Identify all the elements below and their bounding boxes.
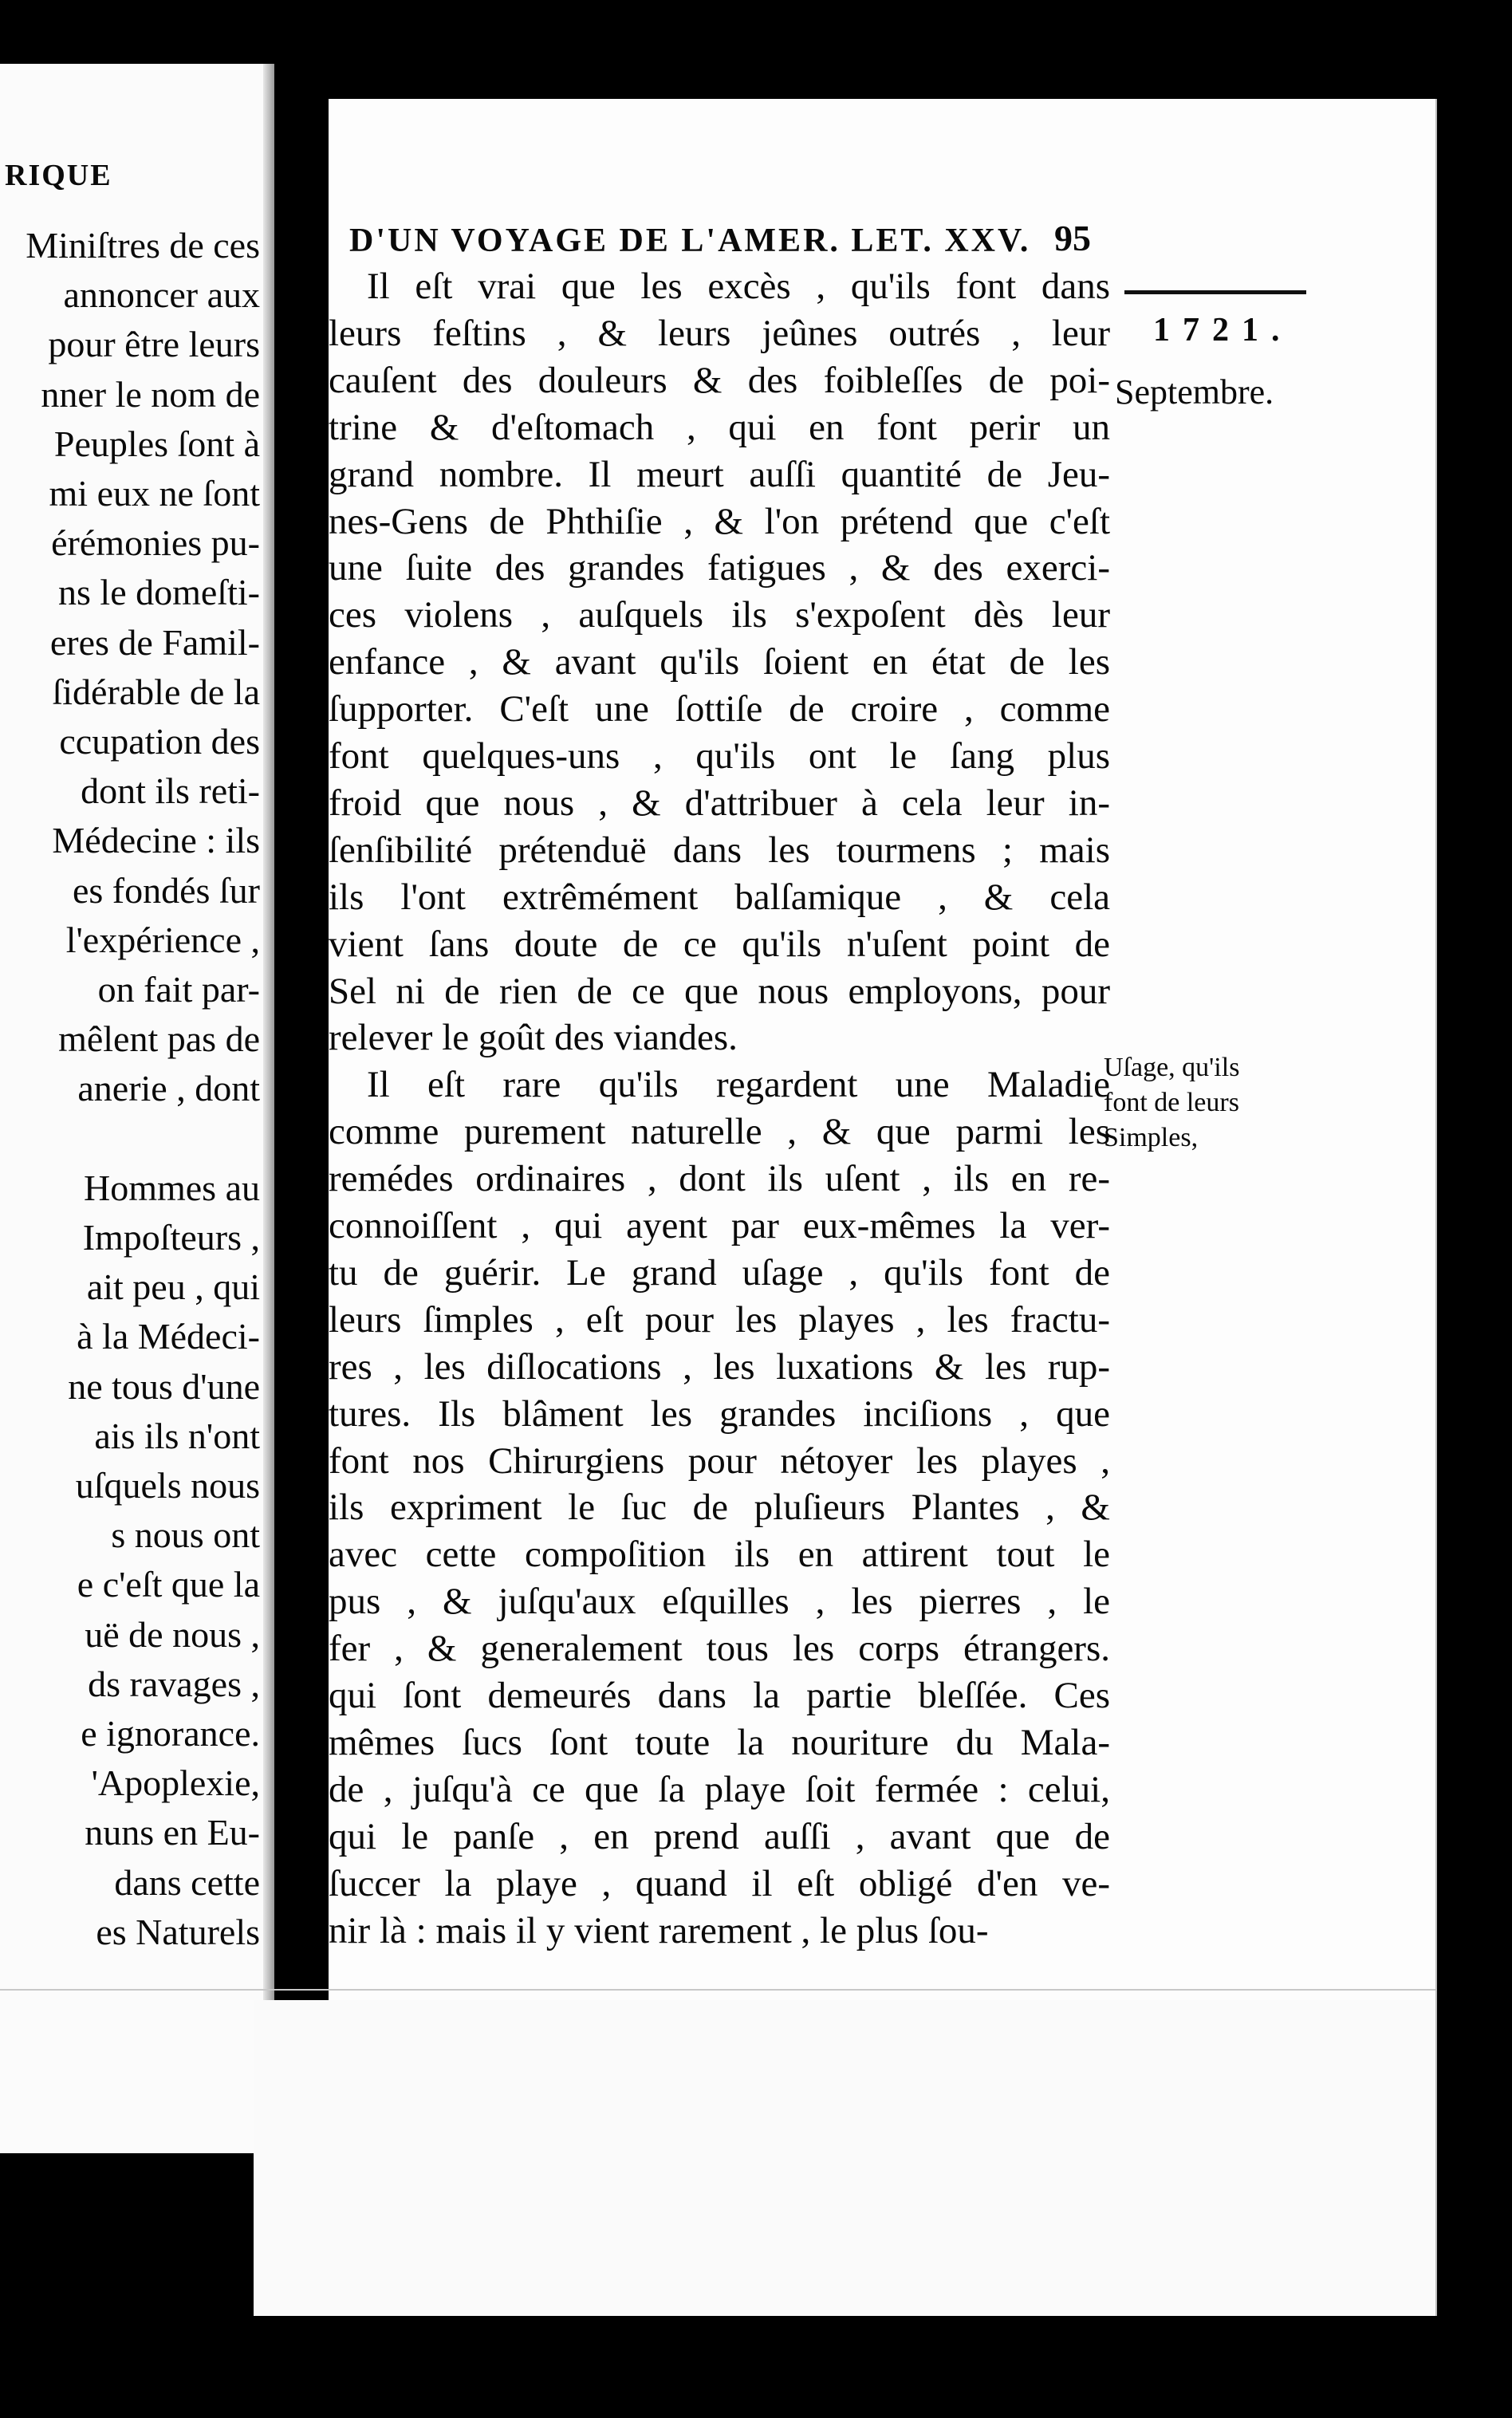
margin-month: Septembre.	[1115, 372, 1274, 412]
left-text-line: ccupation des	[59, 721, 260, 762]
left-text-line: mêlent pas de	[58, 1018, 260, 1060]
left-text-line: Miniſtres de ces	[26, 225, 260, 266]
left-text-line: Peuples ſont à	[53, 423, 260, 464]
left-text-line: ait peu , qui	[86, 1266, 260, 1308]
left-text-line: Hommes au	[83, 1167, 260, 1208]
left-text-line: uë de nous ,	[85, 1613, 260, 1655]
left-text-line: dans cette	[114, 1861, 260, 1903]
margin-note-line: font de leurs	[1104, 1088, 1239, 1117]
body-text-line: comme purement naturelle , & que parmi les	[329, 1111, 1110, 1153]
left-text-line: e c'eſt que la	[77, 1564, 260, 1605]
margin-note-line: Simples,	[1104, 1123, 1199, 1152]
left-text-line: Médecine : ils	[52, 820, 260, 861]
page-number: 95	[1054, 218, 1091, 258]
body-text-line: remédes ordinaires , dont ils uſent , ils en re-	[329, 1158, 1110, 1200]
body-text-line: trine & d'eſtomach , qui en font perir un	[329, 406, 1110, 448]
left-text-line: anerie , dont	[77, 1068, 260, 1109]
book-gutter	[263, 64, 274, 2153]
body-text-line: qui ſont demeurés dans la partie bleſſée. Ces	[329, 1675, 1110, 1716]
body-text-line: ces violens , auſquels ils s'expoſent dès leur	[329, 594, 1110, 636]
left-text-line: ds ravages ,	[88, 1663, 260, 1704]
left-text-line: ſidérable de la	[52, 671, 260, 712]
left-text-line: Impoſteurs ,	[82, 1217, 260, 1258]
left-text-line: 'Apoplexie,	[91, 1762, 260, 1804]
body-text-line: mêmes ſucs ſont toute la nouriture du Mala-	[329, 1721, 1110, 1763]
body-text-line: leurs ſimples , eſt pour les playes , les fractu-	[329, 1298, 1110, 1341]
body-text-line: ſenſibilité prétenduë dans les tourmens ; mais	[329, 829, 1110, 871]
left-text-line: mi eux ne ſont	[49, 473, 260, 514]
left-text-line: eres de Famil-	[49, 621, 260, 663]
body-text-line: ſupporter. C'eſt une ſottiſe de croire , comme	[329, 688, 1110, 731]
body-text-line: connoiſſent , qui ayent par eux-mêmes la ver-	[329, 1205, 1110, 1246]
body-text-line: ils expriment le ſuc de pluſieurs Plantes , &	[329, 1487, 1110, 1529]
running-header: D'UN VOYAGE DE L'AMER. LET. XXV.	[349, 223, 1031, 259]
body-text-line: Il eſt vrai que les excès , qu'ils font dans	[367, 266, 1110, 307]
body-text-line: de , juſqu'à ce que ſa playe ſoit fermée : celui,	[329, 1768, 1110, 1810]
body-text-line: froid que nous , & d'attribuer à cela leur in-	[329, 782, 1110, 824]
body-text-line: nes-Gens de Phthiſie , & l'on prétend que c'eſt	[329, 500, 1110, 542]
body-text-line: font quelques-uns , qu'ils ont le ſang plus	[329, 735, 1110, 777]
body-text-line: pus , & juſqu'aux eſquilles , les pierres , le	[329, 1581, 1110, 1623]
left-text-line: nuns en Eu-	[85, 1812, 260, 1853]
left-text-line: e ignorance.	[81, 1713, 260, 1754]
left-text-line: annoncer aux	[63, 274, 260, 316]
body-text-line: Sel ni de rien de ce que nous employons, pour	[329, 970, 1110, 1012]
body-text-line: ils l'ont extrêmément balſamique , & cela	[329, 876, 1110, 918]
body-text-line: vient ſans doute de ce qu'ils n'uſent point de	[329, 923, 1110, 965]
left-text-line: nner le nom de	[41, 373, 260, 415]
left-text-line: ns le domeſti-	[58, 572, 260, 613]
body-text-line: fer , & generalement tous les corps étrangers.	[329, 1628, 1110, 1670]
left-text-line: on fait par-	[97, 969, 260, 1010]
body-text-line: avec cette compoſition ils en attirent tout le	[329, 1534, 1110, 1576]
lower-blank-area	[254, 2000, 1435, 2316]
left-text-line: uſquels nous	[75, 1465, 260, 1506]
left-text-line: ne tous d'une	[68, 1365, 260, 1407]
left-text-line: érémonies pu-	[51, 522, 260, 564]
left-text-line: à la Médeci-	[77, 1316, 260, 1357]
body-text-line: font nos Chirurgiens pour nétoyer les playes ,	[329, 1439, 1110, 1482]
body-text-line: tures. Ils blâment les grandes inciſions , que	[329, 1392, 1110, 1435]
body-text-line: tu de guérir. Le grand uſage , qu'ils font de	[329, 1251, 1110, 1294]
body-text-line: cauſent des douleurs & des foibleſſes de poi-	[329, 359, 1110, 401]
body-text-line: Il eſt rare qu'ils regardent une Maladie	[367, 1064, 1110, 1106]
margin-rule	[1124, 290, 1306, 294]
left-text-line: ais ils n'ont	[94, 1415, 260, 1456]
left-text-line: es Naturels	[96, 1911, 260, 1952]
page-edge	[1435, 99, 1437, 2316]
body-text-line: ſuccer la playe , quand il eſt obligé d'en ve-	[329, 1862, 1110, 1904]
body-text-line: res , les diſlocations , les luxations & les rup-	[329, 1345, 1110, 1388]
margin-note-line: Uſage, qu'ils	[1104, 1053, 1240, 1082]
body-text-line: relever le goût des viandes.	[329, 1017, 738, 1059]
body-text-line: grand nombre. Il meurt auſſi quantité de Jeu-	[329, 453, 1110, 495]
fold-line	[0, 1989, 1435, 1991]
left-running-header: RIQUE	[5, 159, 112, 192]
body-text-line: leurs feſtins , & leurs jeûnes outrés , leur	[329, 312, 1110, 354]
left-text-line: dont ils reti-	[81, 770, 260, 812]
body-text-line: une ſuite des grandes fatigues , & des exerci-	[329, 547, 1110, 589]
margin-year: 1721.	[1153, 312, 1293, 349]
left-text-line: es fondés ſur	[72, 869, 260, 911]
left-text-line: pour être leurs	[48, 324, 260, 365]
left-text-line: l'expérience ,	[65, 919, 260, 960]
left-text-line: s nous ont	[111, 1514, 260, 1556]
body-text-line: enfance , & avant qu'ils ſoient en état de les	[329, 641, 1110, 683]
body-text-line: qui le panſe , en prend auſſi , avant que de	[329, 1815, 1110, 1857]
body-text-line: nir là : mais il y vient rarement , le plus ſou-	[329, 1909, 989, 1951]
